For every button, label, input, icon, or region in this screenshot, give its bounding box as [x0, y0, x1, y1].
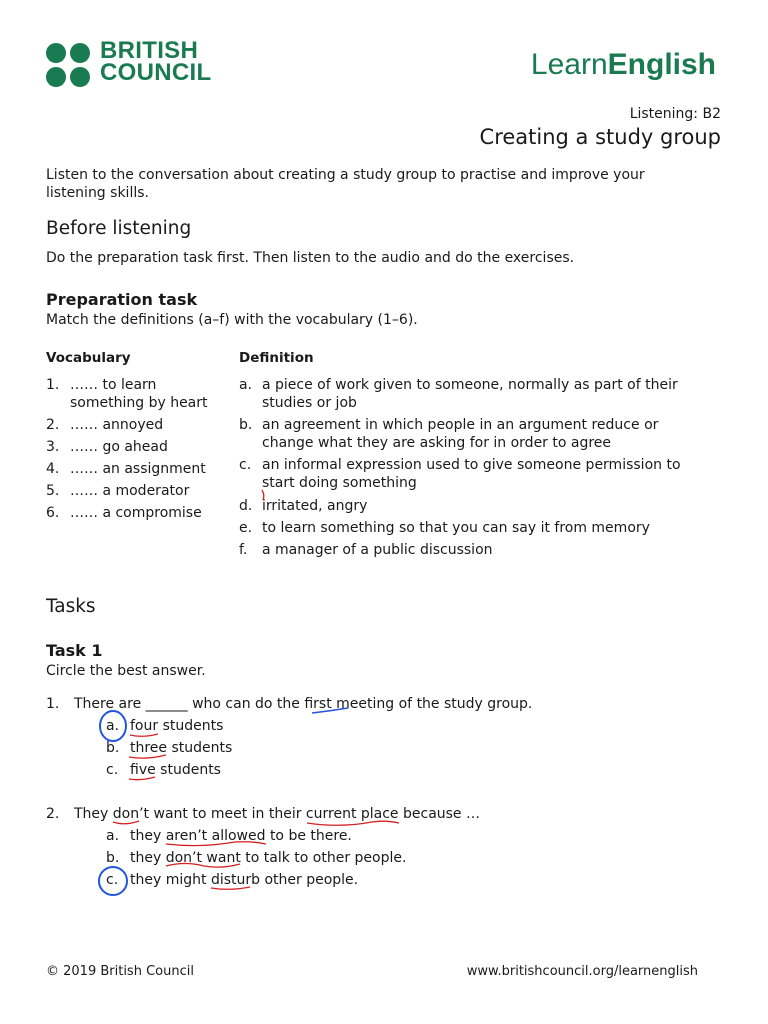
- before-listening-heading: Before listening: [46, 218, 192, 239]
- copyright: © 2019 British Council: [46, 964, 194, 979]
- vocab-item: 1. …… to learn something by heart: [46, 377, 208, 411]
- british-council-logo-icon: [46, 43, 94, 87]
- definition-item: c. an informal expression used to give someone permission to start doing something: [239, 457, 681, 491]
- before-listening-text: Do the preparation task first. Then listen to the audio and do the exercises.: [46, 250, 575, 266]
- tasks-heading: Tasks: [46, 596, 96, 617]
- learnenglish-logo: LearnEnglish: [530, 48, 716, 81]
- level-label: Listening: B2: [629, 106, 721, 122]
- definition-item: a. a piece of work given to someone, normally as part of their studies or job: [239, 377, 678, 411]
- footer-url[interactable]: www.britishcouncil.org/learnenglish: [466, 964, 698, 979]
- preparation-instruction: Match the definitions (a–f) with the vocabulary (1–6).: [46, 312, 418, 328]
- intro-text: Listen to the conversation about creating a study group to practise and improve your listening skills.: [46, 167, 645, 201]
- brand-name: BRITISH COUNCIL: [100, 37, 212, 86]
- vocabulary-header: Vocabulary: [46, 350, 131, 366]
- preparation-task-heading: Preparation task: [46, 290, 198, 309]
- definition-item: b. an agreement in which people in an argument reduce or change what they are asking for in order to agree: [239, 417, 659, 451]
- page-title: Creating a study group: [479, 125, 721, 149]
- task1-instruction: Circle the best answer.: [46, 663, 206, 679]
- task1-heading: Task 1: [46, 641, 103, 660]
- definition-header: Definition: [239, 350, 314, 366]
